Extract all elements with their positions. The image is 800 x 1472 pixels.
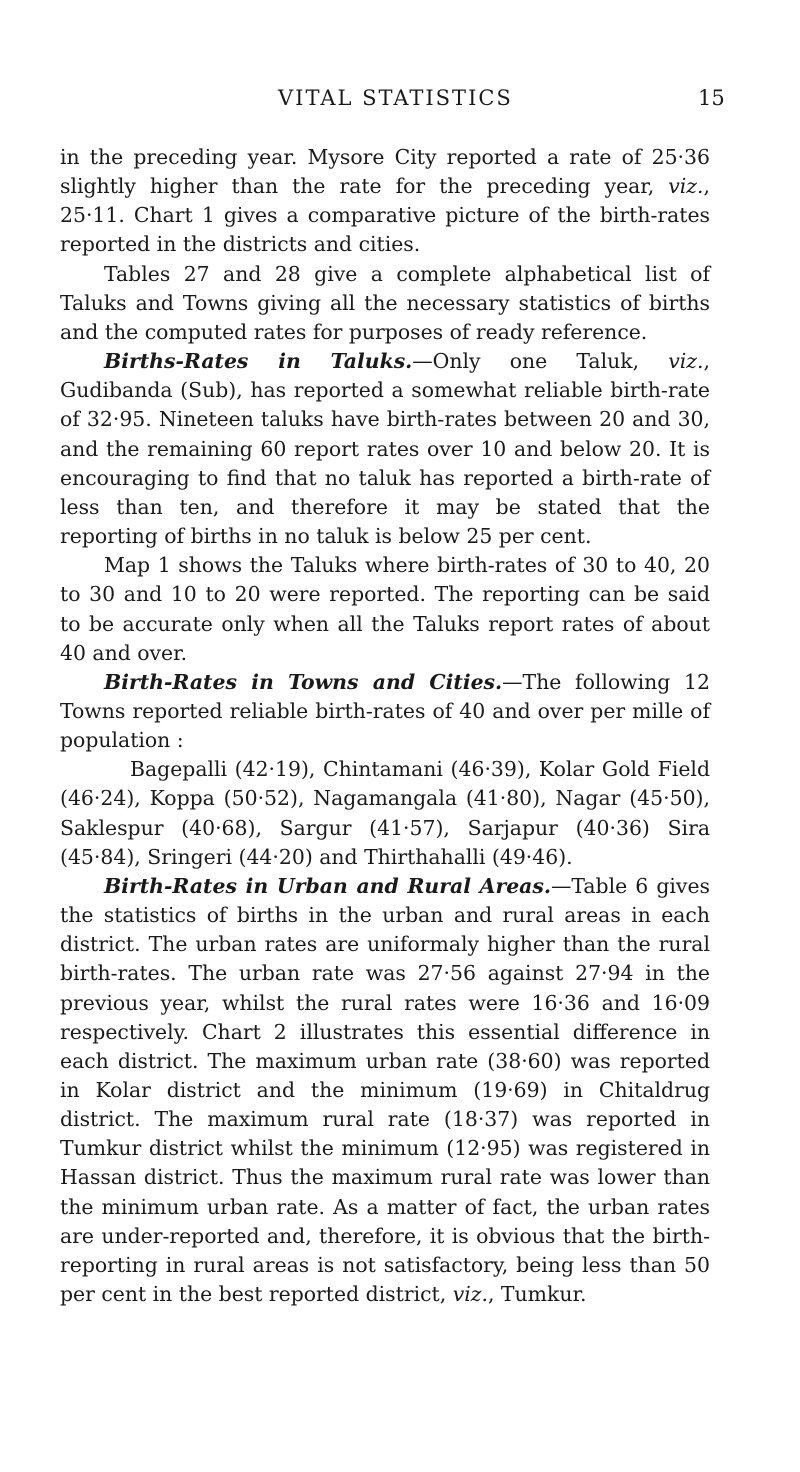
paragraph-urban-rural-text: —Table 6 gives the statistics of births in the urban and rural areas in each district. The urban rates are uniformaly higher than the rural birth-rates. The urban rate was 27·56 against 27·94 in the previous year, whilst the rural rates were 16·36 and 16·09 respectively. Chart 2 illustrates this essential difference in each district. The maximum urban rate (38·60) was reported in Kolar district and the minimum (19·69) in Chitaldrug district. The maximum rural rate (18·37) was reported in Tumkur district whilst the minimum (12·95) was registered in Hassan district. Thus the maximum rural rate was lower than the minimum urban rate. As a matter of fact, the urban rates are under-reported and, therefore, it is obvious that the birth-reporting in rural areas is not satisfactory, being less than 50 per cent in the best reported district, viz., Tumkur. xyxy=(60,873,710,1307)
page-header xyxy=(0,86,800,116)
paragraph-taluks-text: —Only one Taluk, viz., Gudibanda (Sub), has reported a somewhat reliable birth-rate of 32·95. Nineteen taluks have birth-rates between 20 and 30, and the remaining 60 report rates over 10 and below 20. It is encouraging to find that no taluk has reported a birth-rate of less than ten, and therefore it may be stated that the reporting of births in no taluk is below 25 per cent. xyxy=(60,349,710,549)
paragraph-towns-text: —The following 12 Towns reported reliable birth-rates of 40 and over per mille of population : xyxy=(60,669,711,753)
section-heading-urban-rural: Birth-Rates in Urban and Rural Areas. xyxy=(104,873,551,898)
running-title: VITAL STATISTICS xyxy=(278,86,513,110)
paragraph-map: Map 1 shows the Taluks where birth-rates of 30 to 40, 20 to 30 and 10 to 20 were reported. The reporting can be said to be accurate only when all the Taluks report rates of about 40 and over. xyxy=(60,553,710,665)
body-text xyxy=(60,143,710,1309)
paragraph-urban-rural xyxy=(60,872,710,1309)
section-heading-taluks: Births-Rates in Taluks. xyxy=(104,349,413,374)
paragraph-towns xyxy=(60,668,710,755)
paragraph-taluks xyxy=(60,347,710,551)
page-number: 15 xyxy=(698,86,725,110)
paragraph-tables: Tables 27 and 28 give a complete alphabetical list of Taluks and Towns giving all the necessary statistics of births and the computed rates for purposes of ready reference. xyxy=(60,261,710,344)
paragraph-continuation: in the preceding year. Mysore City reported a rate of 25·36 slightly higher than the rate for the preceding year, viz., 25·11. Chart 1 gives a comparative picture of the birth-rates reported in the districts and cities. xyxy=(60,145,710,257)
town-rate-list: Bagepalli (42·19), Chintamani (46·39), Kolar Gold Field (46·24), Koppa (50·52), Nagamangala (41·80), Nagar (45·50), Saklespur (40·68), Sargur (41·57), Sarjapur (40·36) Sira (45·84), Sringeri (44·20) and Thirthahalli (49·46). xyxy=(60,757,710,869)
section-heading-towns: Birth-Rates in Towns and Cities. xyxy=(104,669,503,694)
